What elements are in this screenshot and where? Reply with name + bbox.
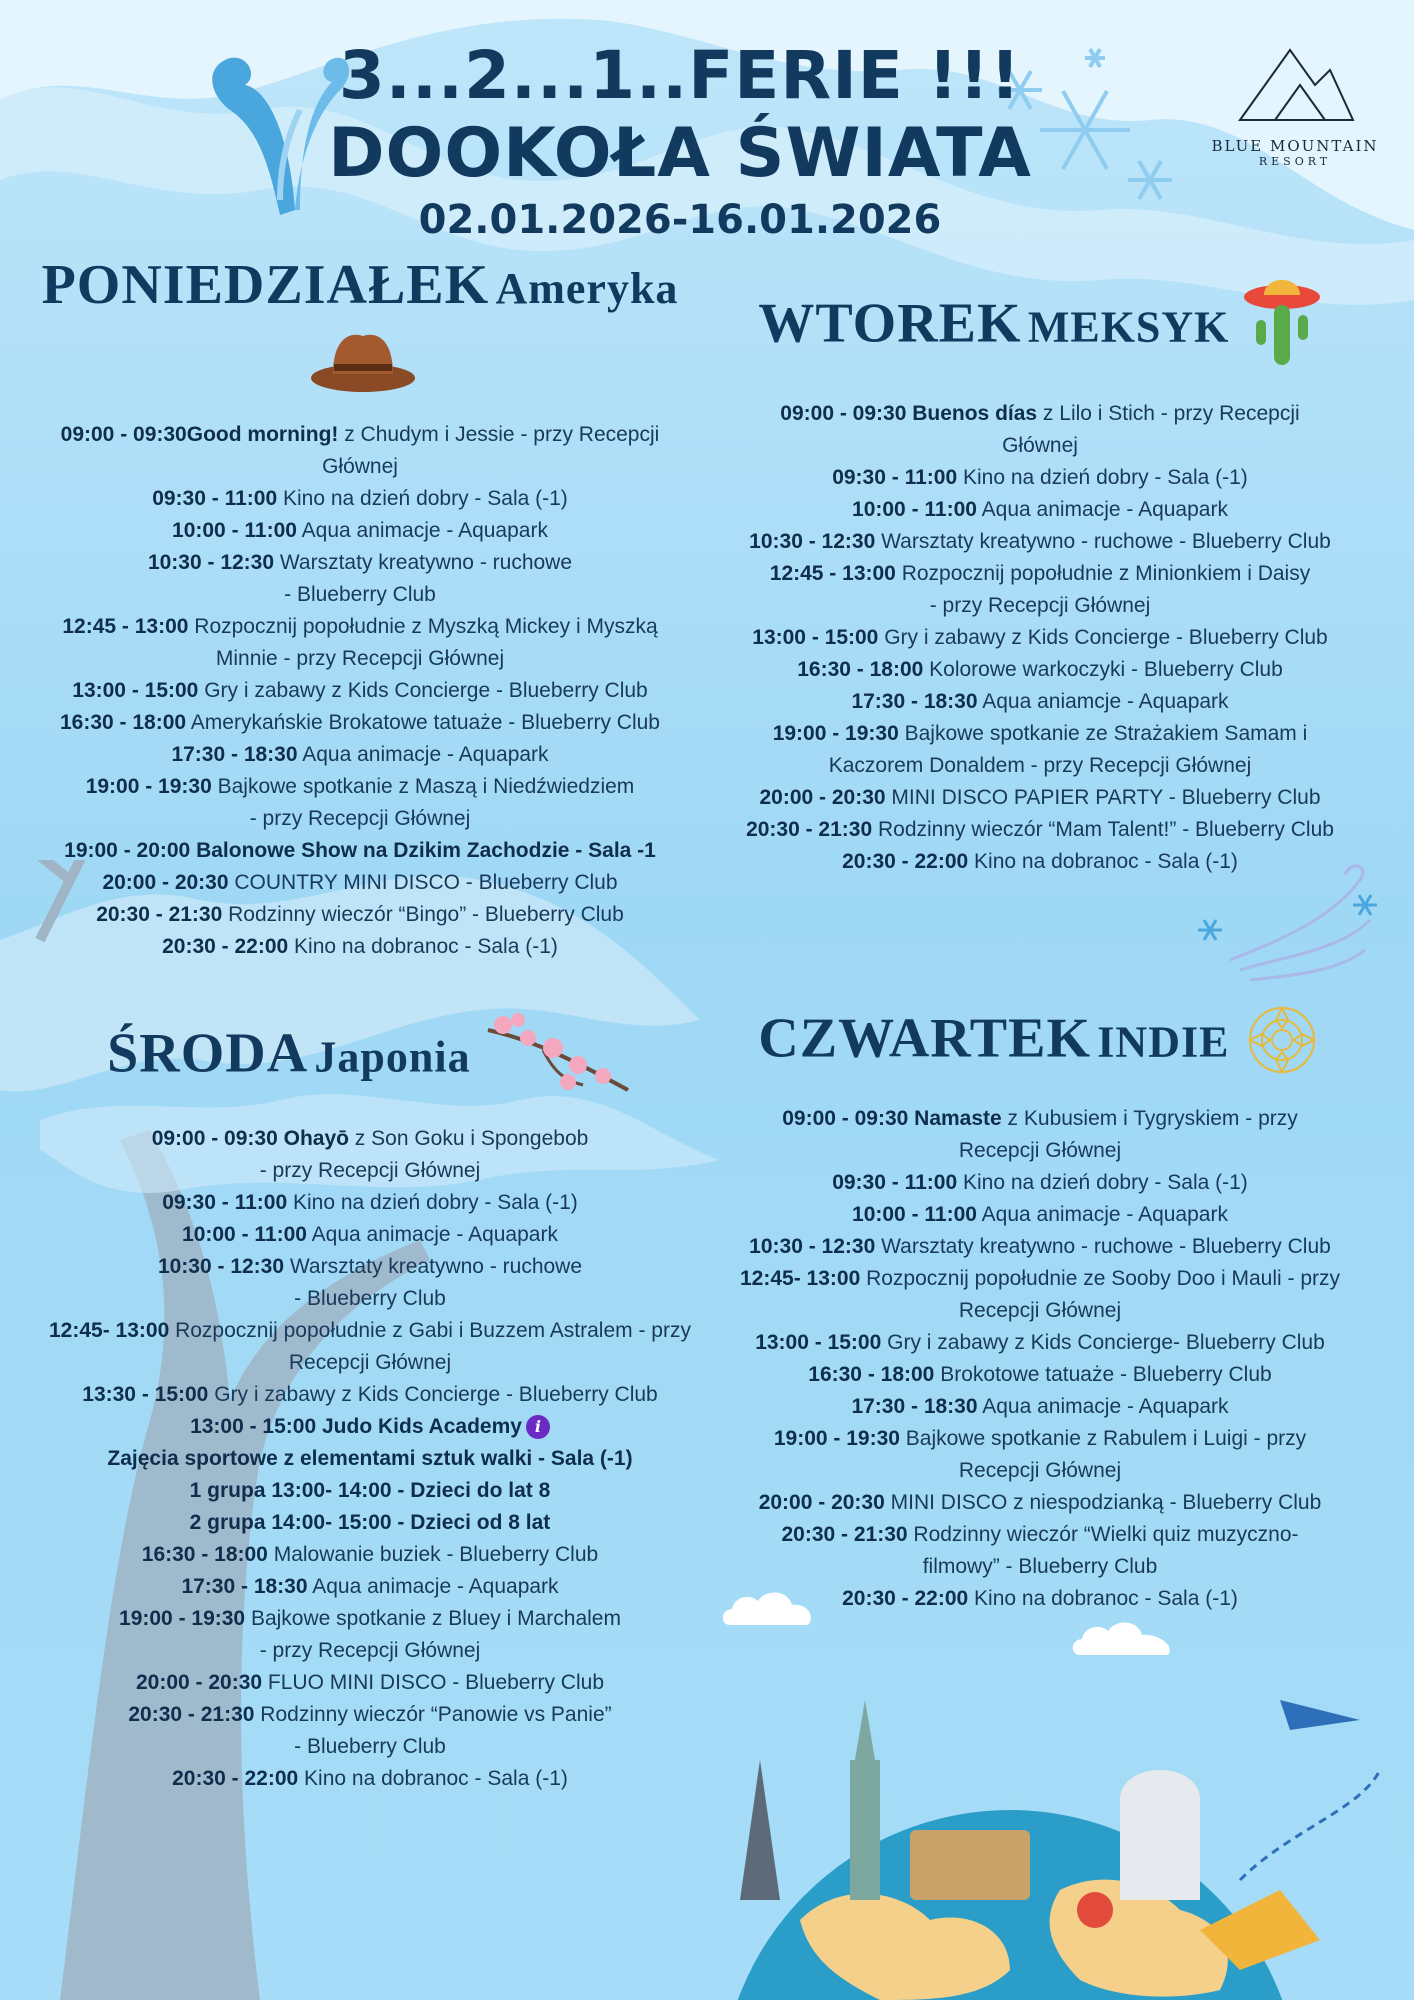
schedule-line <box>700 590 1380 622</box>
event-description: - przy Recepcji Głównej <box>929 594 1151 617</box>
event-time: 10:30 - 12:30 <box>749 1235 876 1258</box>
event-description: Aqua animacje - Aquapark <box>297 743 549 766</box>
monday-schedule <box>30 255 690 963</box>
schedule-lines <box>20 1123 720 1795</box>
event-time: 12:45- 13:00 <box>49 1319 170 1342</box>
event-description: Rodzinny wieczór “Bingo” - Blueberry Club <box>222 903 624 926</box>
event-description: Recepcji Głównej <box>958 1459 1122 1482</box>
event-time: 12:45- 13:00 <box>740 1267 861 1290</box>
event-description: Aqua animacje - Aquapark <box>977 1395 1229 1418</box>
schedule-line <box>700 750 1380 782</box>
day-name: ŚRODA <box>107 1022 309 1085</box>
schedule-line <box>20 1443 720 1475</box>
event-description: - Blueberry Club <box>284 583 436 606</box>
schedule-line <box>20 1507 720 1539</box>
event-highlight: Buenos días <box>906 402 1038 425</box>
schedule-line <box>690 1455 1390 1487</box>
event-description: Recepcji Głównej <box>288 1351 452 1374</box>
schedule-line <box>20 1571 720 1603</box>
schedule-line <box>30 451 690 483</box>
schedule-line <box>700 462 1380 494</box>
schedule-line <box>690 1519 1390 1551</box>
event-time: 20:30 - 22:00 <box>162 935 289 958</box>
event-time: 09:30 - 11:00 <box>832 1171 958 1194</box>
event-description: - przy Recepcji Głównej <box>259 1159 481 1182</box>
event-time: 20:00 - 20:30 <box>136 1671 263 1694</box>
mandala-icon <box>1242 1000 1322 1103</box>
schedule-line <box>690 1263 1390 1295</box>
event-description: Aqua animacje - Aquapark <box>296 519 548 542</box>
event-description: COUNTRY MINI DISCO - Blueberry Club <box>228 871 618 894</box>
event-time: 20:30 - 22:00 <box>842 1587 969 1610</box>
event-description: Aqua animacje - Aquapark <box>976 498 1228 521</box>
event-description: z Son Goku i Spongebob <box>348 1127 589 1150</box>
event-time: 09:30 - 11:00 <box>832 466 958 489</box>
event-description: Warsztaty kreatywno - ruchowe - Blueberry Club <box>875 530 1331 553</box>
poster-title-line2: DOOKOŁA ŚWIATA <box>328 114 1032 193</box>
event-description: filmowy” - Blueberry Club <box>922 1555 1158 1578</box>
event-description: Warsztaty kreatywno - ruchowe <box>284 1255 583 1278</box>
event-time: 09:30 - 11:00 <box>162 1191 288 1214</box>
schedule-line <box>690 1295 1390 1327</box>
event-description: Rozpocznij popołudnie ze Sooby Doo i Mauli - przy <box>860 1267 1340 1290</box>
schedule-line <box>30 803 690 835</box>
event-description: z Chudym i Jessie - przy Recepcji <box>338 423 660 446</box>
schedule-line <box>700 846 1380 878</box>
event-description: Kino na dobranoc - Sala (-1) <box>968 1587 1238 1610</box>
event-time: 10:30 - 12:30 <box>749 530 876 553</box>
schedule-lines <box>700 398 1380 878</box>
wednesday-schedule <box>20 1010 720 1795</box>
event-description: MINI DISCO PAPIER PARTY - Blueberry Club <box>885 786 1321 809</box>
schedule-line <box>700 430 1380 462</box>
schedule-line <box>690 1391 1390 1423</box>
event-time: 19:00 - 19:30 <box>773 1427 900 1450</box>
event-time: 19:00 - 19:30 <box>119 1607 246 1630</box>
event-description: Rozpocznij popołudnie z Myszką Mickey i Myszką <box>188 615 658 638</box>
cowboy-hat-icon <box>308 326 418 419</box>
wind-snow-icon <box>1190 860 1390 990</box>
event-description: Gry i zabawy z Kids Concierge - Blueberry Club <box>198 679 648 702</box>
event-description: - przy Recepcji Głównej <box>249 807 471 830</box>
event-highlight: Judo Kids Academy <box>316 1415 522 1438</box>
event-time: 16:30 - 18:00 <box>60 711 187 734</box>
schedule-line <box>20 1731 720 1763</box>
cloud-icon <box>1070 1615 1180 1660</box>
schedule-line <box>690 1167 1390 1199</box>
event-highlight: Namaste <box>908 1107 1002 1130</box>
schedule-line <box>20 1347 720 1379</box>
event-description: Kino na dobranoc - Sala (-1) <box>288 935 558 958</box>
day-title <box>30 255 690 419</box>
schedule-line <box>30 835 690 867</box>
event-time: 16:30 - 18:00 <box>141 1543 268 1566</box>
event-time: 10:00 - 11:00 <box>852 498 977 521</box>
event-description: Aqua animacje - Aquapark <box>976 1203 1228 1226</box>
schedule-line <box>30 579 690 611</box>
schedule-line <box>30 739 690 771</box>
event-description: Malowanie buziek - Blueberry Club <box>267 1543 599 1566</box>
event-description: MINI DISCO z niespodzianką - Blueberry Club <box>884 1491 1322 1514</box>
schedule-line <box>20 1283 720 1315</box>
event-time: 10:30 - 12:30 <box>157 1255 285 1278</box>
event-description: Kino na dzień dobry - Sala (-1) <box>277 487 568 510</box>
event-highlight: Zajęcia sportowe z elementami sztuk walki - Sala (-1) <box>107 1447 633 1470</box>
event-time: 10:00 - 11:00 <box>172 519 297 542</box>
schedule-line <box>690 1359 1390 1391</box>
event-description: Bajkowe spotkanie ze Strażakiem Samam i <box>898 722 1308 745</box>
schedule-line <box>20 1635 720 1667</box>
event-description: Rozpocznij popołudnie z Minionkiem i Daisy <box>895 562 1311 585</box>
schedule-line <box>30 867 690 899</box>
event-description: FLUO MINI DISCO - Blueberry Club <box>262 1671 604 1694</box>
event-description: Gry i zabawy z Kids Concierge - Blueberry Club <box>208 1383 658 1406</box>
schedule-line <box>30 707 690 739</box>
event-time: 20:30 - 21:30 <box>781 1523 908 1546</box>
event-time: 09:00 - 09:30 <box>151 1127 278 1150</box>
event-highlight: Good morning! <box>186 423 339 446</box>
event-description: Rodzinny wieczór “Wielki quiz muzyczno- <box>907 1523 1299 1546</box>
schedule-line <box>700 686 1380 718</box>
cherry-blossom-icon <box>483 1010 633 1123</box>
event-time: 19:00 - 20:00 <box>64 839 191 862</box>
event-description: Minnie - przy Recepcji Głównej <box>215 647 505 670</box>
event-description: Bajkowe spotkanie z Rabulem i Luigi - przy <box>899 1427 1307 1450</box>
schedule-line <box>20 1539 720 1571</box>
schedule-lines <box>30 419 690 963</box>
event-time: 17:30 - 18:30 <box>181 1575 308 1598</box>
schedule-line <box>20 1699 720 1731</box>
schedule-line <box>700 558 1380 590</box>
event-time: 20:30 - 22:00 <box>172 1767 299 1790</box>
event-description: Gry i zabawy z Kids Concierge- Blueberry Club <box>881 1331 1325 1354</box>
schedule-line <box>700 814 1380 846</box>
poster-title-line1: 3...2...1..FERIE !!! <box>338 37 1022 114</box>
event-time: 19:00 - 19:30 <box>85 775 212 798</box>
schedule-line <box>20 1667 720 1699</box>
logo-name: BLUE MOUNTAIN <box>1211 137 1379 155</box>
schedule-line <box>30 675 690 707</box>
thursday-schedule <box>690 1000 1390 1615</box>
logo-subtitle: RESORT <box>1258 155 1332 168</box>
day-name: CZWARTEK <box>758 1007 1092 1070</box>
event-time: 13:30 - 15:00 <box>82 1383 209 1406</box>
schedule-line <box>20 1315 720 1347</box>
event-description: Aqua animacje - Aquapark <box>307 1575 559 1598</box>
event-time: 12:45 - 13:00 <box>62 615 189 638</box>
event-time: 10:00 - 11:00 <box>182 1223 307 1246</box>
event-highlight: 2 grupa 14:00- 15:00 - Dzieci od 8 lat <box>189 1511 551 1534</box>
schedule-line <box>30 771 690 803</box>
event-time: 13:00 - 15:00 <box>752 626 879 649</box>
schedule-line <box>700 494 1380 526</box>
schedule-lines <box>690 1103 1390 1615</box>
event-time: 20:30 - 21:30 <box>746 818 873 841</box>
schedule-line <box>20 1763 720 1795</box>
event-time: 20:30 - 21:30 <box>96 903 223 926</box>
event-description: Amerykańskie Brokatowe tatuaże - Blueberry Club <box>186 711 660 734</box>
schedule-line <box>20 1603 720 1635</box>
event-time: 09:00 - 09:30 <box>782 1107 909 1130</box>
event-time: 17:30 - 18:30 <box>851 1395 978 1418</box>
schedule-line <box>20 1475 720 1507</box>
schedule-line <box>30 419 690 451</box>
event-description: Kino na dobranoc - Sala (-1) <box>968 850 1238 873</box>
event-description: Bajkowe spotkanie z Bluey i Marchalem <box>245 1607 621 1630</box>
schedule-line <box>700 718 1380 750</box>
event-description: Rozpocznij popołudnie z Gabi i Buzzem Astralem - przy <box>169 1319 691 1342</box>
event-description: Aqua animacje - Aquapark <box>306 1223 558 1246</box>
schedule-line <box>690 1487 1390 1519</box>
event-description: Rodzinny wieczór “Panowie vs Panie” <box>254 1703 612 1726</box>
schedule-line <box>690 1583 1390 1615</box>
day-name: PONIEDZIAŁEK <box>41 254 490 316</box>
event-description: Warsztaty kreatywno - ruchowe - Blueberry Club <box>875 1235 1331 1258</box>
schedule-line <box>20 1155 720 1187</box>
schedule-line <box>30 547 690 579</box>
schedule-line <box>20 1219 720 1251</box>
event-time: 12:45 - 13:00 <box>769 562 896 585</box>
schedule-line <box>20 1379 720 1411</box>
event-description: Warsztaty kreatywno - ruchowe <box>274 551 573 574</box>
event-description: z Lilo i Stich - przy Recepcji <box>1037 402 1300 425</box>
event-description: Rodzinny wieczór “Mam Talent!” - Blueberry Club <box>872 818 1334 841</box>
event-description: Recepcji Głównej <box>958 1139 1122 1162</box>
schedule-line <box>30 643 690 675</box>
day-title <box>690 1000 1390 1103</box>
event-description: Bajkowe spotkanie z Maszą i Niedźwiedziem <box>211 775 635 798</box>
schedule-line <box>700 622 1380 654</box>
schedule-line <box>690 1103 1390 1135</box>
schedule-line <box>690 1199 1390 1231</box>
event-description: Głównej <box>322 455 398 478</box>
event-highlight: Balonowe Show na Dzikim Zachodzie - Sala -1 <box>190 839 656 862</box>
event-time: 09:00 - 09:30 <box>780 402 907 425</box>
event-description: - Blueberry Club <box>294 1735 446 1758</box>
event-description: - przy Recepcji Głównej <box>259 1639 481 1662</box>
tuesday-schedule <box>700 255 1380 878</box>
schedule-line <box>20 1411 720 1443</box>
schedule-line <box>30 611 690 643</box>
event-description: Recepcji Głównej <box>958 1299 1122 1322</box>
event-description: Kino na dzień dobry - Sala (-1) <box>957 466 1248 489</box>
event-time: 20:00 - 20:30 <box>102 871 229 894</box>
event-description: Kaczorem Donaldem - przy Recepcji Głównej <box>828 754 1252 777</box>
event-description: - Blueberry Club <box>294 1287 446 1310</box>
day-theme: Japonia <box>314 1032 471 1082</box>
poster-dates: 02.01.2026-16.01.2026 <box>418 197 942 243</box>
schedule-line <box>690 1135 1390 1167</box>
event-highlight: 1 grupa 13:00- 14:00 - Dzieci do lat 8 <box>189 1479 551 1502</box>
event-highlight: Ohayō <box>277 1127 349 1150</box>
event-description: Brokotowe tatuaże - Blueberry Club <box>934 1363 1272 1386</box>
event-time: 20:00 - 20:30 <box>758 1491 885 1514</box>
cactus-sombrero-icon <box>1242 275 1322 398</box>
event-description: Kino na dzień dobry - Sala (-1) <box>957 1171 1248 1194</box>
event-description: z Kubusiem i Tygryskiem - przy <box>1001 1107 1298 1130</box>
schedule-line <box>30 483 690 515</box>
event-description: Kino na dzień dobry - Sala (-1) <box>287 1191 578 1214</box>
event-description: Aqua aniamcje - Aquapark <box>977 690 1229 713</box>
event-time: 20:30 - 22:00 <box>842 850 969 873</box>
event-time: 13:00 - 15:00 <box>72 679 199 702</box>
schedule-line <box>20 1251 720 1283</box>
event-time: 17:30 - 18:30 <box>851 690 978 713</box>
event-time: 10:00 - 11:00 <box>852 1203 977 1226</box>
schedule-line <box>30 899 690 931</box>
schedule-line <box>20 1187 720 1219</box>
event-time: 10:30 - 12:30 <box>147 551 275 574</box>
day-title <box>700 275 1380 398</box>
event-time: 09:00 - 09:30 <box>60 423 187 446</box>
world-landmarks-illustration <box>680 1680 1414 2000</box>
info-icon[interactable]: i <box>526 1415 550 1439</box>
event-time: 09:30 - 11:00 <box>152 487 278 510</box>
event-description: Kino na dobranoc - Sala (-1) <box>298 1767 568 1790</box>
event-description: Głównej <box>1002 434 1078 457</box>
event-time: 16:30 - 18:00 <box>808 1363 935 1386</box>
schedule-line <box>30 515 690 547</box>
event-time: 19:00 - 19:30 <box>772 722 899 745</box>
day-theme: INDIE <box>1097 1017 1230 1067</box>
event-time: 13:00 - 15:00 <box>190 1415 317 1438</box>
event-time: 16:30 - 18:00 <box>797 658 924 681</box>
schedule-line <box>30 931 690 963</box>
mountain-logo-icon <box>1235 40 1355 130</box>
event-description: Gry i zabawy z Kids Concierge - Blueberry Club <box>878 626 1328 649</box>
schedule-line <box>690 1551 1390 1583</box>
event-description: Kolorowe warkoczyki - Blueberry Club <box>923 658 1283 681</box>
day-theme: Ameryka <box>495 264 679 313</box>
event-time: 13:00 - 15:00 <box>755 1331 882 1354</box>
event-time: 20:30 - 21:30 <box>128 1703 255 1726</box>
schedule-line <box>690 1231 1390 1263</box>
event-time: 17:30 - 18:30 <box>171 743 298 766</box>
day-name: WTOREK <box>758 292 1022 355</box>
schedule-line <box>700 526 1380 558</box>
schedule-line <box>20 1123 720 1155</box>
schedule-line <box>690 1327 1390 1359</box>
poster-header <box>300 38 1060 246</box>
resort-logo <box>1205 40 1385 168</box>
day-theme: MEKSYK <box>1027 302 1230 352</box>
schedule-line <box>700 782 1380 814</box>
event-time: 20:00 - 20:30 <box>759 786 886 809</box>
schedule-line <box>700 654 1380 686</box>
day-title <box>20 1010 720 1123</box>
schedule-line <box>700 398 1380 430</box>
schedule-line <box>690 1423 1390 1455</box>
